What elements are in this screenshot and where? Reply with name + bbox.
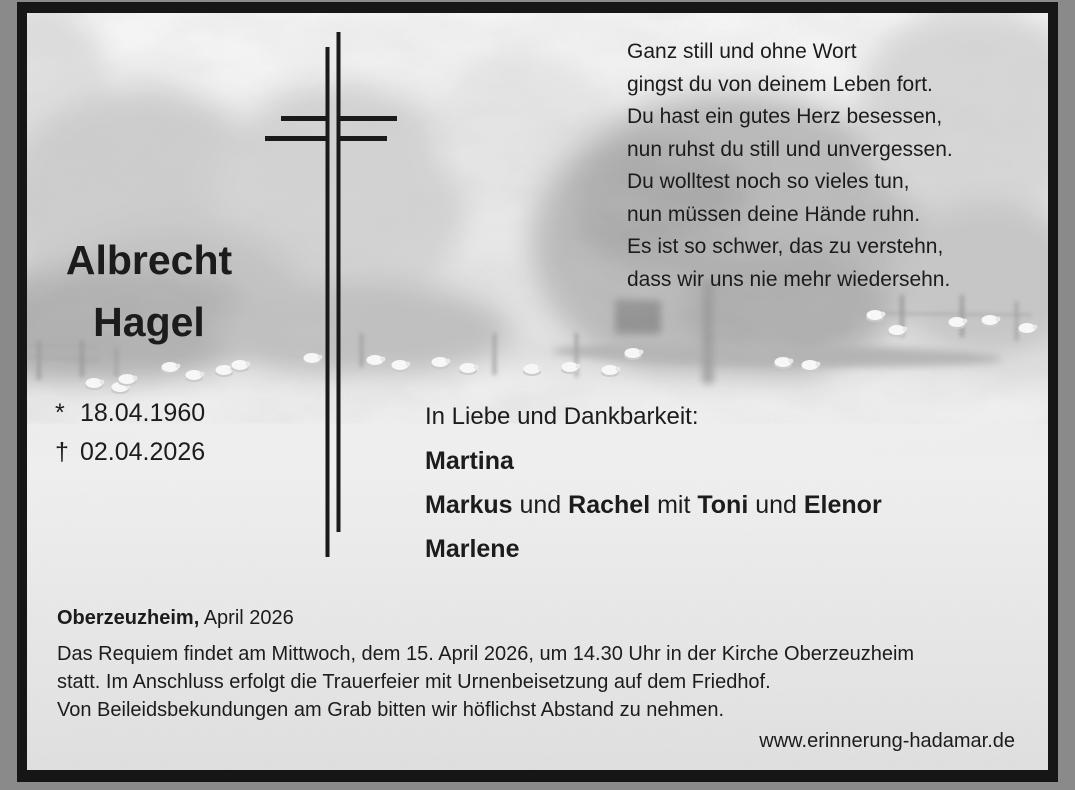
deceased-first-name: Albrecht [65, 237, 233, 283]
poem-line: Du hast ein gutes Herz besessen, [627, 105, 943, 128]
mourner-name: Toni [697, 491, 749, 519]
poem-line: nun müssen deine Hände ruhn. [627, 202, 921, 226]
notice-date: April 2026 [199, 607, 294, 629]
place-date-line [57, 607, 294, 630]
asterisk-born-symbol: * [55, 399, 65, 427]
mourner-name: Markus [425, 491, 513, 519]
funeral-notice [57, 640, 914, 724]
deceased-last-name: Hagel [93, 299, 205, 345]
poem-line: Ganz still und ohne Wort [627, 40, 857, 63]
place-name: Oberzeuzheim, [57, 607, 200, 629]
poem-line: dass wir uns nie mehr wiedersehn. [627, 267, 951, 291]
life-dates [55, 394, 205, 472]
tribute-intro: In Liebe und Dankbarkeit: [425, 403, 699, 430]
mourner-line: Marlene [425, 535, 520, 563]
poem-line: gingst du von deinem Leben fort. [627, 72, 933, 96]
mourner-line [425, 483, 882, 527]
card-frame [17, 2, 1058, 782]
memorial-poem [627, 36, 953, 296]
mourner-line: Martina [425, 447, 514, 475]
connector-text: mit [650, 491, 698, 519]
poem-line: Du wolltest noch so vieles tun, [627, 170, 910, 193]
death-date: 02.04.2026 [80, 438, 206, 466]
death-date-line [55, 433, 205, 472]
poem-line: Es ist so schwer, das zu verstehn, [627, 235, 944, 258]
deceased-name [55, 229, 243, 353]
connector-text: und [748, 491, 804, 519]
mourner-name: Rachel [568, 491, 651, 519]
connector-text: und [512, 491, 569, 519]
notice-line: Das Requiem findet am Mittwoch, dem 15. April 2026, um 14.30 Uhr in der Kirche Oberzeuzheim [57, 643, 915, 665]
birth-date-line [55, 394, 205, 433]
dagger-died-symbol: † [55, 438, 69, 466]
mourner-name: Elenor [803, 491, 882, 519]
birth-date: 18.04.1960 [80, 399, 206, 427]
notice-line: statt. Im Anschluss erfolgt die Trauerfeier mit Urnenbeisetzung auf dem Friedhof. [57, 671, 771, 693]
poem-line: nun ruhst du still und unvergessen. [627, 137, 953, 161]
notice-line: Von Beileidsbekundungen am Grab bitten wir höflichst Abstand zu nehmen. [57, 699, 725, 721]
website-url: www.erinnerung-hadamar.de [759, 730, 1015, 752]
family-tribute [425, 395, 882, 571]
obituary-card [27, 13, 1048, 770]
